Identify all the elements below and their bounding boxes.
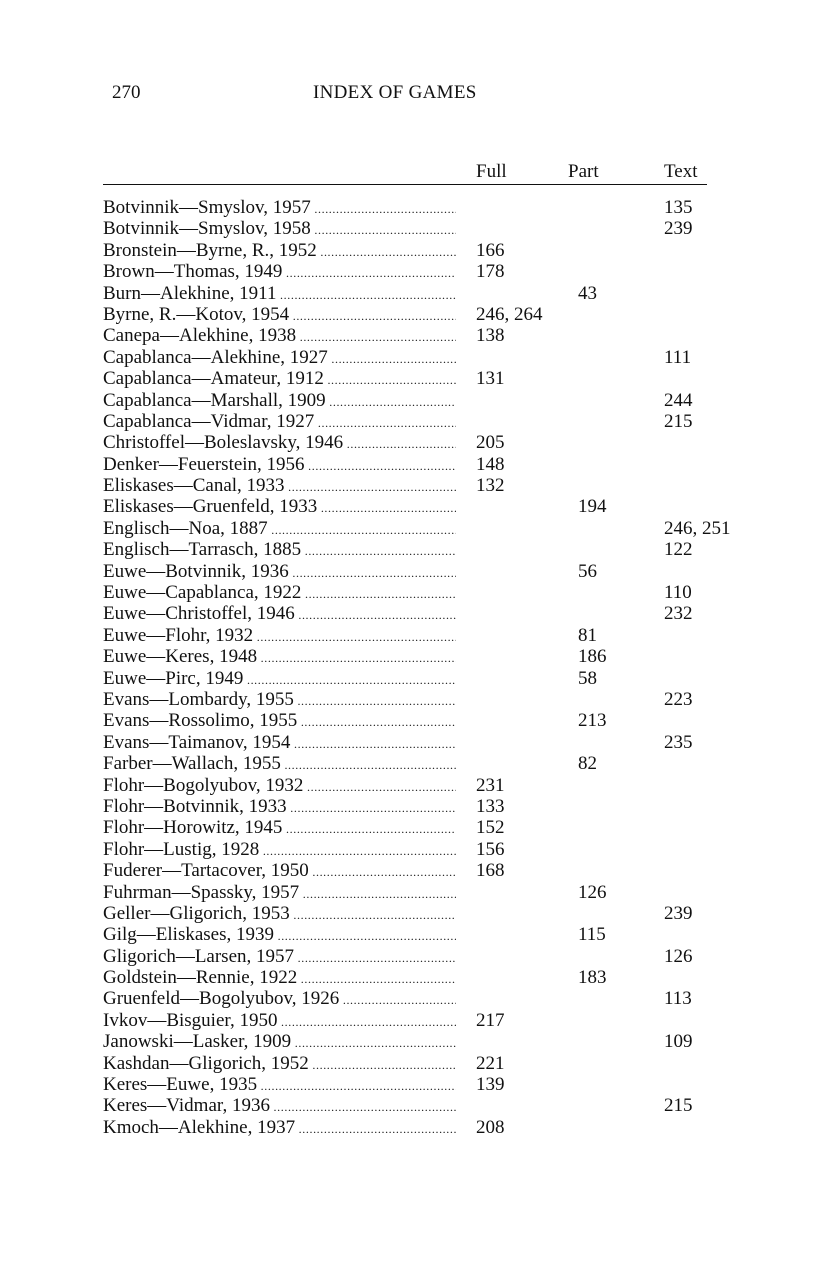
game-name: Burn—Alekhine, 1911 ..... [103, 283, 456, 306]
full-page-ref: 178 [476, 261, 505, 283]
full-page-ref: 231 [476, 774, 505, 796]
game-name: Fuderer—Tartacover, 1950 ..... [103, 860, 456, 883]
game-name: Flohr—Horowitz, 1945 ..... [103, 817, 456, 840]
full-page-ref: 246, 264 [476, 303, 543, 325]
game-name: Euwe—Keres, 1948 ..... [103, 646, 456, 669]
index-entry [0, 1074, 838, 1095]
full-page-ref: 168 [476, 860, 505, 882]
game-name: Goldstein—Rennie, 1922 ..... [103, 967, 456, 990]
text-page-ref: 126 [664, 945, 693, 967]
game-name: Englisch—Noa, 1887 ..... [103, 518, 456, 541]
index-entry [0, 496, 838, 517]
game-name: Botvinnik—Smyslov, 1958 ..... [103, 218, 456, 241]
index-entry [0, 454, 838, 475]
index-entry [0, 582, 838, 603]
full-page-ref: 217 [476, 1009, 505, 1031]
index-entry [0, 775, 838, 796]
game-name: Capablanca—Alekhine, 1927 ..... [103, 347, 456, 370]
index-entry [0, 1010, 838, 1031]
full-page-ref: 132 [476, 475, 505, 497]
game-name: Capablanca—Marshall, 1909 ..... [103, 390, 456, 413]
index-entry [0, 475, 838, 496]
index-entry [0, 753, 838, 774]
part-page-ref: 194 [578, 496, 607, 518]
column-header-text: Text [664, 161, 698, 182]
index-entry [0, 860, 838, 881]
part-page-ref: 56 [578, 560, 597, 582]
part-page-ref: 82 [578, 753, 597, 775]
full-page-ref: 152 [476, 817, 505, 839]
index-entry [0, 411, 838, 432]
game-name: Euwe—Capablanca, 1922 ..... [103, 582, 456, 605]
game-name: Flohr—Lustig, 1928 ..... [103, 839, 456, 862]
text-page-ref: 215 [664, 410, 693, 432]
game-name: Keres—Euwe, 1935 ..... [103, 1074, 456, 1097]
index-entry [0, 197, 838, 218]
text-page-ref: 135 [664, 197, 693, 218]
game-name: Christoffel—Boleslavsky, 1946 ..... [103, 432, 456, 455]
full-page-ref: 205 [476, 432, 505, 454]
index-entries [0, 197, 838, 1138]
full-page-ref: 208 [476, 1116, 505, 1138]
game-name: Brown—Thomas, 1949 ..... [103, 261, 456, 284]
game-name: Bronstein—Byrne, R., 1952 ..... [103, 240, 456, 263]
game-name: Flohr—Botvinnik, 1933 ..... [103, 796, 456, 819]
game-name: Kmoch—Alekhine, 1937 ..... [103, 1117, 456, 1140]
game-name: Farber—Wallach, 1955 ..... [103, 753, 456, 776]
game-name: Evans—Rossolimo, 1955 ..... [103, 710, 456, 733]
full-page-ref: 148 [476, 453, 505, 475]
game-name: Capablanca—Vidmar, 1927 ..... [103, 411, 456, 434]
game-name: Canepa—Alekhine, 1938 ..... [103, 325, 456, 348]
index-entry [0, 368, 838, 389]
index-entry [0, 882, 838, 903]
index-entry [0, 967, 838, 988]
column-header-part: Part [568, 161, 599, 182]
game-name: Fuhrman—Spassky, 1957 ..... [103, 882, 456, 905]
text-page-ref: 246, 251 [664, 517, 731, 539]
game-name: Englisch—Tarrasch, 1885 ..... [103, 539, 456, 562]
game-name: Keres—Vidmar, 1936 ..... [103, 1095, 456, 1118]
game-name: Capablanca—Amateur, 1912 ..... [103, 368, 456, 391]
part-page-ref: 213 [578, 710, 607, 732]
index-entry [0, 218, 838, 239]
index-entry [0, 817, 838, 838]
index-entry [0, 689, 838, 710]
text-page-ref: 110 [664, 582, 692, 604]
index-entry [0, 946, 838, 967]
full-page-ref: 131 [476, 368, 505, 390]
index-entry [0, 668, 838, 689]
text-page-ref: 215 [664, 1095, 693, 1117]
index-entry [0, 710, 838, 731]
index-entry [0, 732, 838, 753]
text-page-ref: 239 [664, 218, 693, 240]
text-page-ref: 232 [664, 603, 693, 625]
index-entry [0, 903, 838, 924]
text-page-ref: 122 [664, 539, 693, 561]
full-page-ref: 156 [476, 838, 505, 860]
index-entry [0, 325, 838, 346]
game-name: Evans—Taimanov, 1954 ..... [103, 732, 456, 755]
index-entry [0, 1031, 838, 1052]
index-entry [0, 261, 838, 282]
index-entry [0, 240, 838, 261]
part-page-ref: 183 [578, 967, 607, 989]
index-entry [0, 1053, 838, 1074]
game-name: Gruenfeld—Bogolyubov, 1926 ..... [103, 988, 456, 1011]
running-head: INDEX OF GAMES [313, 82, 477, 103]
index-entry [0, 283, 838, 304]
index-entry [0, 432, 838, 453]
index-entry [0, 304, 838, 325]
index-entry [0, 539, 838, 560]
game-name: Gilg—Eliskases, 1939 ..... [103, 924, 456, 947]
part-page-ref: 81 [578, 624, 597, 646]
part-page-ref: 43 [578, 282, 597, 304]
page-number: 270 [112, 82, 141, 103]
game-name: Botvinnik—Smyslov, 1957 ..... [103, 197, 456, 220]
part-page-ref: 115 [578, 924, 606, 946]
text-page-ref: 244 [664, 389, 693, 411]
game-name: Ivkov—Bisguier, 1950 ..... [103, 1010, 456, 1033]
game-name: Evans—Lombardy, 1955 ..... [103, 689, 456, 712]
text-page-ref: 109 [664, 1031, 693, 1053]
game-name: Euwe—Flohr, 1932 ..... [103, 625, 456, 648]
index-entry [0, 1117, 838, 1138]
part-page-ref: 186 [578, 646, 607, 668]
full-page-ref: 139 [476, 1074, 505, 1096]
game-name: Janowski—Lasker, 1909 ..... [103, 1031, 456, 1054]
game-name: Kashdan—Gligorich, 1952 ..... [103, 1053, 456, 1076]
text-page-ref: 113 [664, 988, 692, 1010]
game-name: Euwe—Botvinnik, 1936 ..... [103, 561, 456, 584]
text-page-ref: 235 [664, 731, 693, 753]
index-entry [0, 988, 838, 1009]
index-entry [0, 518, 838, 539]
index-entry [0, 561, 838, 582]
text-page-ref: 223 [664, 688, 693, 710]
game-name: Geller—Gligorich, 1953 ..... [103, 903, 456, 926]
part-page-ref: 58 [578, 667, 597, 689]
index-entry [0, 625, 838, 646]
index-entry [0, 839, 838, 860]
full-page-ref: 133 [476, 795, 505, 817]
text-page-ref: 239 [664, 902, 693, 924]
game-name: Byrne, R.—Kotov, 1954 ..... [103, 304, 456, 327]
index-entry [0, 796, 838, 817]
index-entry [0, 1095, 838, 1116]
game-name: Denker—Feuerstein, 1956 ..... [103, 454, 456, 477]
index-entry [0, 347, 838, 368]
column-header-full: Full [476, 161, 507, 182]
game-name: Euwe—Christoffel, 1946 ..... [103, 603, 456, 626]
index-entry [0, 924, 838, 945]
game-name: Euwe—Pirc, 1949 ..... [103, 668, 456, 691]
header-rule [103, 184, 707, 185]
index-entry [0, 646, 838, 667]
game-name: Eliskases—Canal, 1933 ..... [103, 475, 456, 498]
text-page-ref: 111 [664, 346, 692, 368]
game-name: Eliskases—Gruenfeld, 1933 ..... [103, 496, 456, 519]
index-entry [0, 603, 838, 624]
index-entry [0, 390, 838, 411]
full-page-ref: 166 [476, 239, 505, 261]
game-name: Gligorich—Larsen, 1957 ..... [103, 946, 456, 969]
full-page-ref: 138 [476, 325, 505, 347]
game-name: Flohr—Bogolyubov, 1932 ..... [103, 775, 456, 798]
part-page-ref: 126 [578, 881, 607, 903]
full-page-ref: 221 [476, 1052, 505, 1074]
